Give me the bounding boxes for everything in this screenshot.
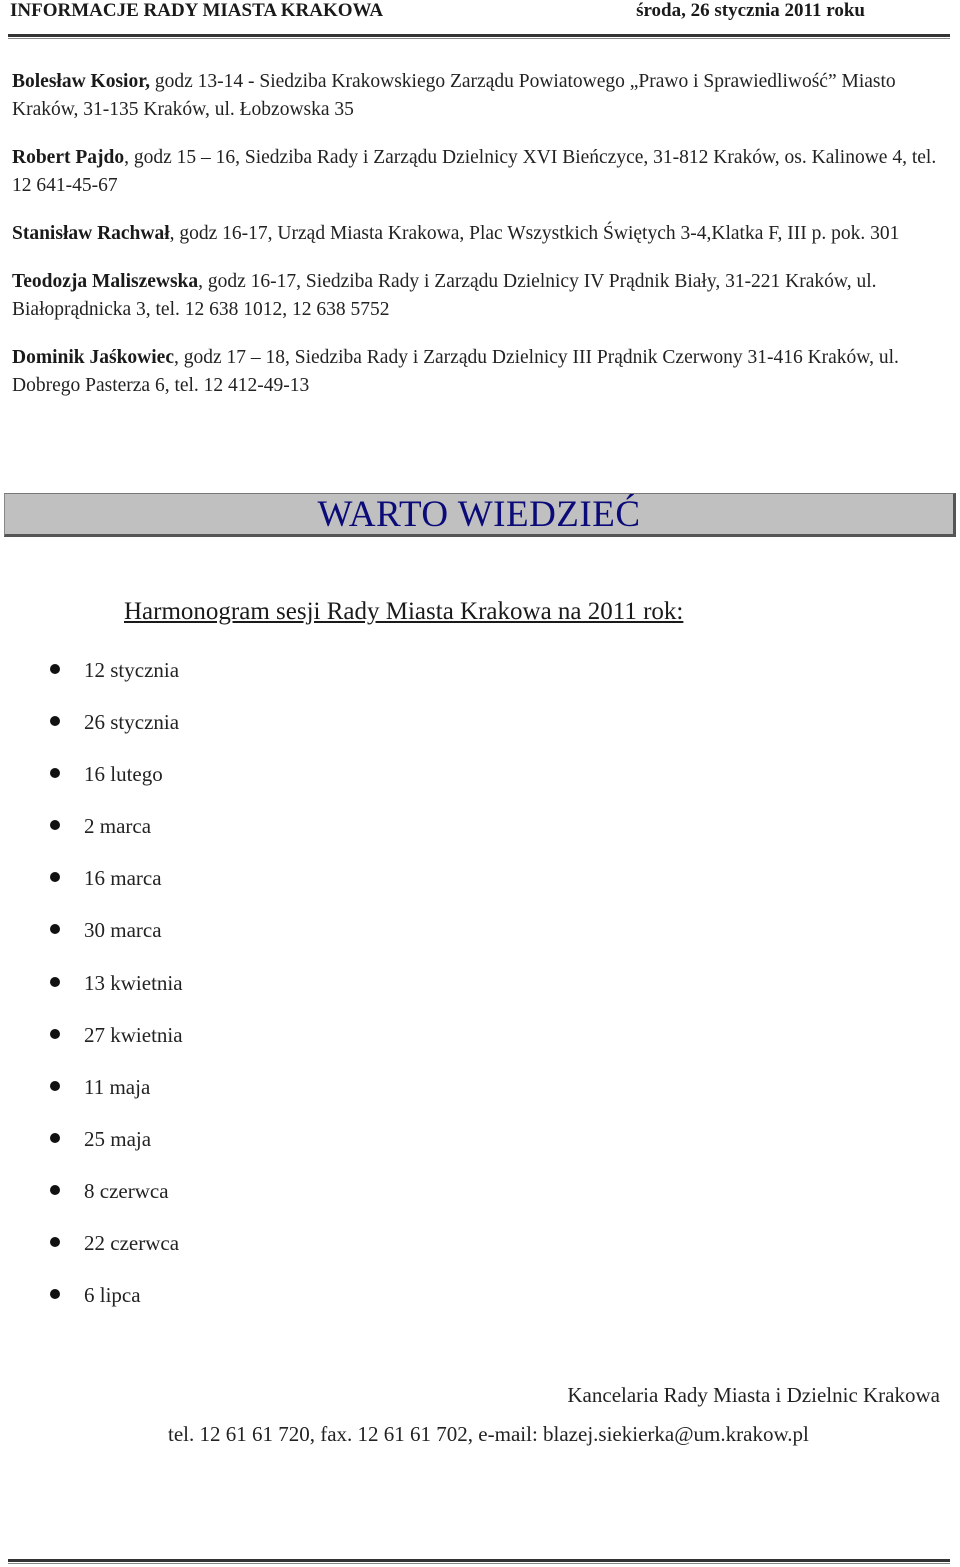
entry-name: Dominik Jaśkowiec <box>12 347 174 368</box>
footer-contact: tel. 12 61 61 720, fax. 12 61 61 702, e-mail: blazej.siekierka@um.krakow.pl <box>168 1422 809 1446</box>
bullet-icon <box>50 1289 60 1299</box>
bullet-icon <box>50 1029 60 1039</box>
session-date: 16 marca <box>84 866 162 891</box>
list-item <box>50 656 183 708</box>
list-item <box>50 708 183 760</box>
session-date: 16 lutego <box>84 762 163 787</box>
section-banner <box>4 493 956 537</box>
session-date: 22 czerwca <box>84 1231 180 1256</box>
list-item <box>50 969 183 1021</box>
list-item <box>50 760 183 812</box>
session-date: 27 kwietnia <box>84 1022 183 1047</box>
bullet-icon <box>50 1133 60 1143</box>
session-dates-list <box>50 656 183 1333</box>
session-date: 11 maja <box>84 1074 151 1099</box>
session-date: 8 czerwca <box>84 1178 169 1203</box>
list-item <box>50 1021 183 1073</box>
entry-name: Stanisław Rachwał <box>12 223 170 244</box>
footer-divider <box>8 1559 950 1564</box>
entry-jaskowiec <box>12 344 942 400</box>
list-item <box>50 1073 183 1125</box>
list-item <box>50 864 183 916</box>
header-divider <box>8 34 950 39</box>
entry-rachwal <box>12 220 942 248</box>
session-date: 13 kwietnia <box>84 970 183 995</box>
list-item <box>50 812 183 864</box>
session-date: 26 stycznia <box>84 710 180 735</box>
schedule-title: Harmonogram sesji Rady Miasta Krakowa na 2011 rok: <box>124 598 684 625</box>
page-header <box>10 0 950 22</box>
list-item <box>50 1125 183 1177</box>
entry-name: Teodozja Maliszewska <box>12 271 199 292</box>
session-date: 6 lipca <box>84 1283 141 1308</box>
entry-pajdo <box>12 144 942 200</box>
entry-kosior <box>12 68 942 124</box>
session-date: 2 marca <box>84 814 152 839</box>
footer-organization: Kancelaria Rady Miasta i Dzielnic Krakowa <box>567 1383 940 1407</box>
bullet-icon <box>50 924 60 934</box>
banner-title: WARTO WIEDZIEĆ <box>317 494 641 535</box>
session-date: 30 marca <box>84 918 162 943</box>
bullet-icon <box>50 977 60 987</box>
bullet-icon <box>50 1081 60 1091</box>
entry-details: godz 13-14 - Siedziba Krakowskiego Zarządu Powiatowego „Prawo i Sprawiedliwość” Miasto Kraków, 31-135 Kraków, ul. Łobzowska 35 <box>12 71 896 120</box>
bullet-icon <box>50 664 60 674</box>
session-date: 12 stycznia <box>84 658 180 682</box>
session-date: 25 maja <box>84 1126 152 1151</box>
bullet-icon <box>50 820 60 830</box>
entry-maliszewska <box>12 268 942 324</box>
bullet-icon <box>50 716 60 726</box>
entry-details: , godz 16-17, Urząd Miasta Krakowa, Plac Wszystkich Świętych 3-4,Klatka F, III p. pok. 301 <box>169 223 900 244</box>
list-item <box>50 1281 183 1333</box>
bullet-icon <box>50 872 60 882</box>
entry-name: Robert Pajdo <box>12 147 125 168</box>
councillor-duty-hours <box>12 68 942 420</box>
entry-details: , godz 17 – 18, Siedziba Rady i Zarządu Dzielnicy III Prądnik Czerwony 31-416 Kraków, ul. Dobrego Pasterza 6, tel. 12 412-49-13 <box>12 347 899 396</box>
entry-name: Bolesław Kosior, <box>12 71 150 92</box>
bullet-icon <box>50 768 60 778</box>
entry-details: , godz 16-17, Siedziba Rady i Zarządu Dzielnicy IV Prądnik Biały, 31-221 Kraków, ul. Białoprądnicka 3, tel. 12 638 1012, 12 638 5752 <box>12 271 877 320</box>
header-title: INFORMACJE RADY MIASTA KRAKOWA <box>10 0 384 21</box>
bullet-icon <box>50 1185 60 1195</box>
list-item <box>50 1229 183 1281</box>
list-item <box>50 1177 183 1229</box>
list-item <box>50 916 183 968</box>
header-date: środa, 26 stycznia 2011 roku <box>636 0 865 21</box>
entry-details: , godz 15 – 16, Siedziba Rady i Zarządu Dzielnicy XVI Bieńczyce, 31-812 Kraków, os. Kalinowe 4, tel. 12 641-45-67 <box>12 147 937 196</box>
bullet-icon <box>50 1237 60 1247</box>
